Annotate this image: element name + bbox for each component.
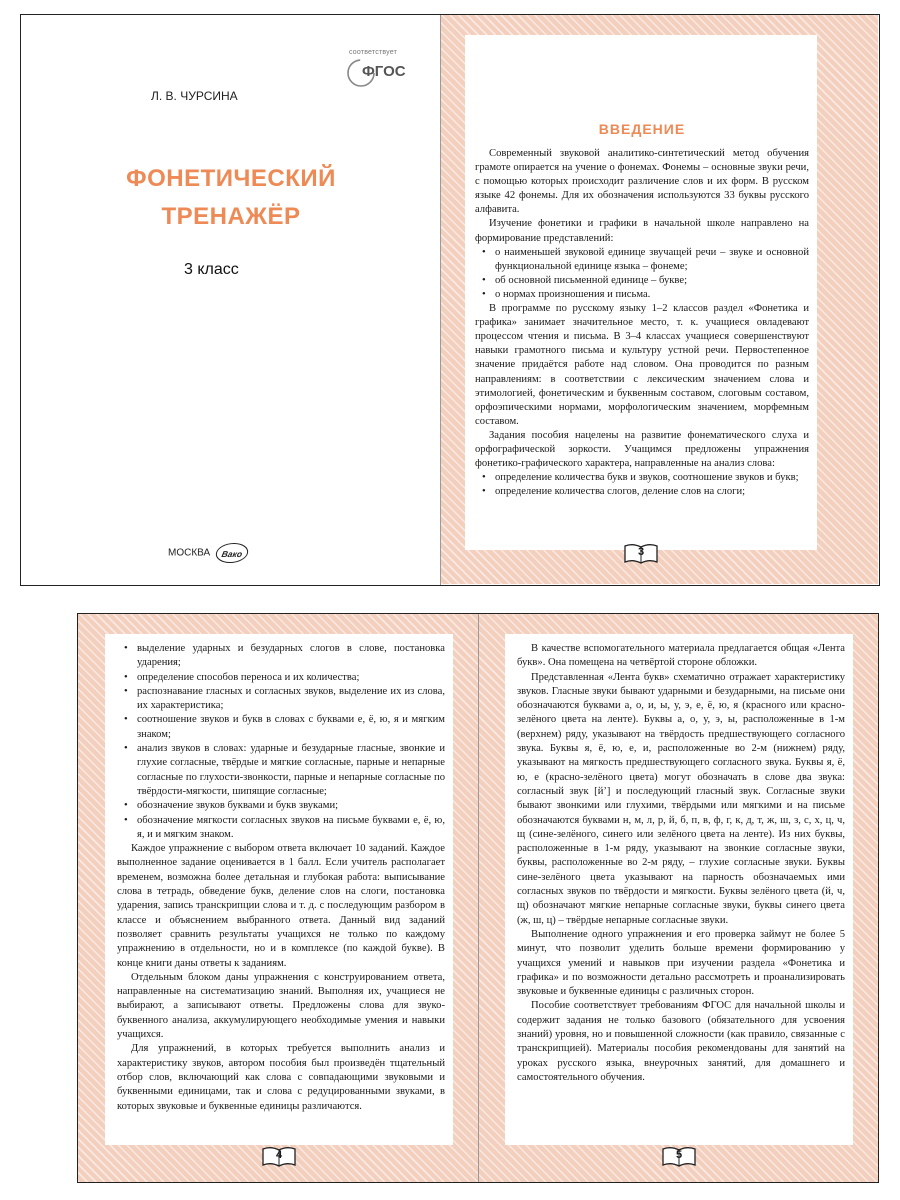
paragraph: Для упражнений, в которых требуется выполнить анализ и характеристику звуков, автором пособия был произведён тщательный отбор слов, включающий как слова с совпадающими звуковыми и буквенными единицами, так и слова с редуцированными звуками, в которых звуковые и буквенные единицы различаются. xyxy=(117,1043,445,1112)
list-item: • о наименьшей звуковой единице звучащей речи – звуке и основной функциональной единице языка – фонеме; xyxy=(475,246,809,274)
paragraph: В качестве вспомогательного материала предлагается общая «Лента букв». Она помещена на четвёртой стороне обложки. xyxy=(517,643,845,669)
paragraph: Каждое упражнение с выбором ответа включает 10 заданий. Каждое выполненное задание оценивается в 1 балл. Если учитель располагает временем, возможна более детальная и глубокая работа: выписывание слова в тетрадь, обведение букв, деление слов на слоги, постановка ударения, запись транскрипции слова и т. д. с последующим разбором в классе и объяснением выбранного ответа. Данный вид заданий позволяет сравнить результаты учащихся не только по каждому упражнению в отдельности, но и в комплексе (по каждой букве). В конце книги даны ответы к заданиям. xyxy=(117,843,445,969)
city-label: МОСКВА xyxy=(168,547,211,559)
bullet-list xyxy=(475,246,809,302)
list-item: • соотношение звуков и букв в словах с буквами е, ё, ю, я и мягким знаком; xyxy=(117,713,445,742)
top-spread xyxy=(20,14,880,586)
list-item: • обозначение звуков буквами и букв звуками; xyxy=(117,799,445,813)
spine-divider xyxy=(478,614,479,1182)
fgos-arc-text: соответствует xyxy=(349,49,398,56)
page-3-heading: ВВЕДЕНИЕ xyxy=(598,121,686,137)
cover-page xyxy=(21,15,440,584)
author-name: Л. В. ЧУРСИНА xyxy=(151,89,238,103)
bullet-list xyxy=(475,471,809,499)
fgos-logo xyxy=(339,49,409,95)
page-3-frame xyxy=(441,15,878,584)
publisher-line xyxy=(168,543,249,559)
paragraph: В программе по русскому языку 1–2 классов раздел «Фонетика и графика» занимает значительное место, т. к. учащиеся овладевают процессом чтения и письма. В 3–4 классах учащиеся совершенствуют навыки грамотного письма и культуру устной речи. Первостепенное значение придаётся работе над словом. Она проводится по разным направлениям: в соответствии с лексическим значением слова и этимологией, фонетическим и буквенным составом, слоговым составом, орфоэпическими нормами, морфологическим значением, морфемным составом. xyxy=(475,303,809,427)
paragraph: Выполнение одного упражнения и его проверка займут не более 5 минут, что позволит уделить больше времени формированию у учащихся умений и навыков при изучении раздела «Фонетика и графика» и по возможности детально рассмотреть и проанализировать звуковые и буквенные единицы с различных сторон. xyxy=(517,928,845,998)
page-number-3: 3 xyxy=(624,543,658,565)
list-item: • об основной письменной единице – букве; xyxy=(475,274,809,288)
book-title-line1: ФОНЕТИЧЕСКИЙ xyxy=(126,165,336,192)
book-title-line2: ТРЕНАЖЁР xyxy=(161,203,301,230)
list-item: • обозначение мягкости согласных звуков на письме буквами е, ё, ю, я, и и мягким знаком. xyxy=(117,814,445,843)
page-3-body xyxy=(475,147,809,499)
list-item: • о нормах произношения и письма. xyxy=(475,288,809,302)
list-item: • распознавание гласных и согласных звуков, выделение их из слова, их характеристика; xyxy=(117,685,445,714)
paragraph: Задания пособия нацелены на развитие фонематического слуха и орфографической зоркости. Учащимся предложены упражнения фонетико-графического характера, направленные на анализ слова: xyxy=(475,429,809,470)
page-number-4: 4 xyxy=(262,1146,296,1168)
paragraph: Пособие соответствует требованиям ФГОС для начальной школы и содержит задания не только базового (обязательного для усвоения знаний) уровня, но и повышенной сложности (как правило, связанные с транскрипцией). Материалы пособия рекомендованы для занятий на уроках русского языка, внеурочных занятий, для домашнего и самостоятельного обучения. xyxy=(517,1000,845,1083)
paragraph: Представленная «Лента букв» схематично отражает характеристику звуков. Гласные звуки бывают ударными и безударными, на письме они обозначаются буквами а, о, и, ы, у, э, е, ё, ю, я (красного или красно-зелёного цвета на ленте). Буквы а, о, у, э, ы, расположенные в 1-м (верхнем) ряду, указывают на твёрдость предшествующего согласного звука. Буквы я, ё, ю, е, и, расположенные во 2-м (нижнем) ряду, указывают на мягкость предшествующего согласного звука. Буквы я, ё, ю, е (красно-зелёного цвета) могут обозначать в слове два звука: согласный звук [й’] и последующий гласный звук. Согласные звуки бывают звонкими или глухими, твёрдыми или мягкими и на письме обозначаются буквами н, м, л, р, й, б, п, в, ф, г, к, д, т, ж, ш, з, с, х, ц, ч, щ (сине-зелёного, синего или зелёного цвета на ленте). Из них буквы, расположенные в 1-м ряду, указывают на звонкие согласные звуки, буквы, расположенные во 2-м ряду, – глухие согласные звуки. Буквы сине-зелёного цвета указывают на парность обозначаемых ими согласных звуков по твёрдости и мягкости. Буквы зелёного цвета (й, ч, щ) обозначают мягкие непарные согласные звуки, буквы синего цвета (ж, ш, ц) – твёрдые непарные согласные звуки. xyxy=(517,671,845,926)
paragraph: Современный звуковой аналитико-синтетический метод обучения грамоте опирается на учение о фонемах. Фонемы – основные звуки речи, с помощью которых происходит различение слов и их форм. В русском языке 42 фонемы. Для их обозначения используются 33 буквы русского алфавита. xyxy=(475,148,809,216)
list-item: • определение количества букв и звуков, соотношение звуков и букв; xyxy=(475,471,809,485)
grade-label: 3 класс xyxy=(184,261,239,278)
list-item: • анализ звуков в словах: ударные и безударные гласные, звонкие и глухие согласные, твёрдые и мягкие согласные, парные и непарные согласные по глухости-звонкости, парные и непарные согласные по твёрдости-мягкости, шипящие согласные; xyxy=(117,742,445,799)
page-5-body xyxy=(517,642,845,1085)
bottom-spread xyxy=(77,613,879,1183)
bullet-list xyxy=(117,642,445,842)
publisher-logo xyxy=(214,543,251,563)
paragraph: Изучение фонетики и графики в начальной школе направлено на формирование представлений: xyxy=(475,218,809,244)
list-item: • выделение ударных и безударных слогов в слове, постановка ударения; xyxy=(117,642,445,671)
page-number-5: 5 xyxy=(662,1146,696,1168)
paragraph: Отдельным блоком даны упражнения с конструированием ответа, направленные на систематизацию знаний. Выполняя их, учащиеся не выбирают, а записывают ответы. Предложены слова для звуко-буквенного анализа, аккумулирующего необходимые умения и навыки учащихся. xyxy=(117,971,445,1041)
page-4-body xyxy=(117,642,445,1114)
page-4 xyxy=(105,634,453,1145)
page-5 xyxy=(505,634,853,1145)
list-item: • определение количества слогов, деление слов на слоги; xyxy=(475,485,809,499)
fgos-label: ФГОС xyxy=(362,63,406,80)
list-item: • определение способов переноса и их количества; xyxy=(117,671,445,685)
page-3 xyxy=(465,35,817,550)
publisher-name: Вако xyxy=(220,549,244,559)
